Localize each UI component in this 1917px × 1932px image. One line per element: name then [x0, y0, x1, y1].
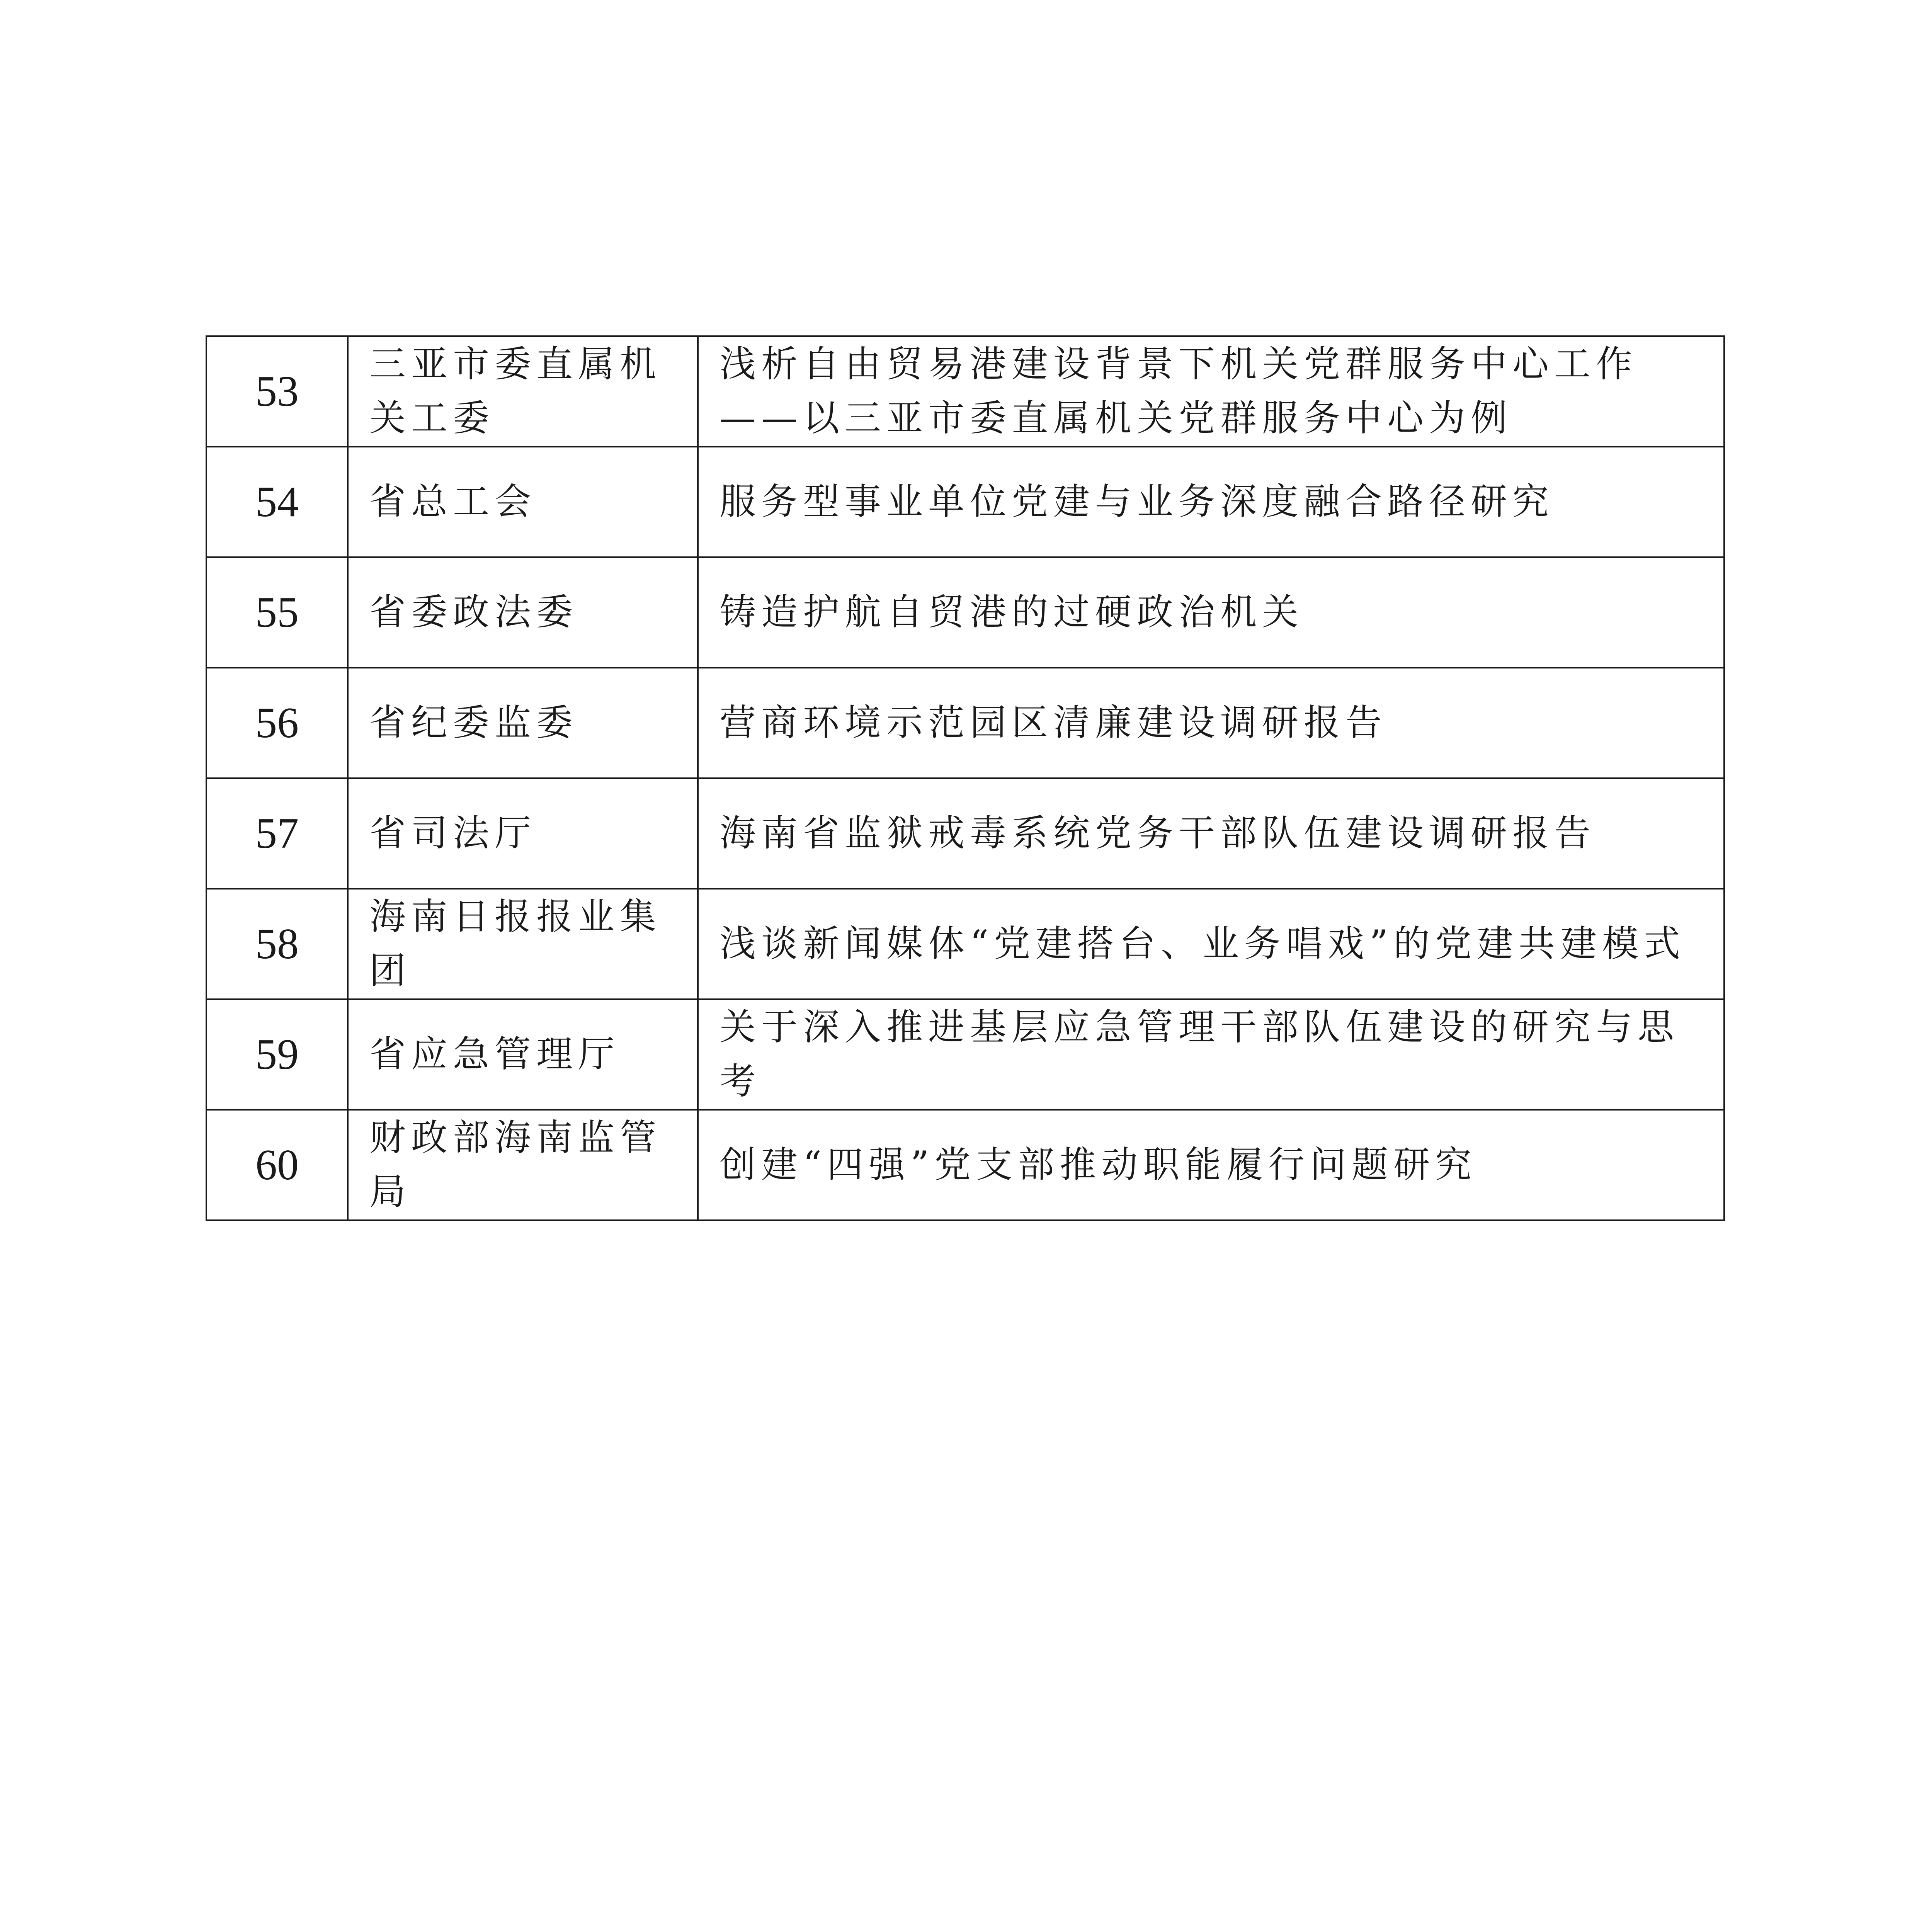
- row-unit: 省应急管理厅: [348, 999, 698, 1110]
- table-row: [206, 557, 1724, 668]
- row-title: 营商环境示范园区清廉建设调研报告: [698, 668, 1724, 778]
- row-number: 60: [206, 1110, 348, 1220]
- row-title: 关于深入推进基层应急管理干部队伍建设的研究与思考: [698, 999, 1724, 1110]
- project-list-table: [206, 335, 1725, 1221]
- row-unit: 三亚市委直属机关工委: [348, 336, 698, 447]
- row-unit: 省总工会: [348, 447, 698, 557]
- row-title: 浅谈新闻媒体“党建搭台、业务唱戏”的党建共建模式: [698, 889, 1724, 999]
- table-row: [206, 668, 1724, 778]
- row-unit: 财政部海南监管局: [348, 1110, 698, 1220]
- row-title: 创建“四强”党支部推动职能履行问题研究: [698, 1110, 1724, 1220]
- row-number: 55: [206, 557, 348, 668]
- row-number: 59: [206, 999, 348, 1110]
- row-number: 58: [206, 889, 348, 999]
- row-unit: 省纪委监委: [348, 668, 698, 778]
- row-number: 56: [206, 668, 348, 778]
- row-title: 铸造护航自贸港的过硬政治机关: [698, 557, 1724, 668]
- row-title: 海南省监狱戒毒系统党务干部队伍建设调研报告: [698, 778, 1724, 889]
- table-row: [206, 447, 1724, 557]
- table-row: [206, 999, 1724, 1110]
- row-number: 57: [206, 778, 348, 889]
- row-number: 53: [206, 336, 348, 447]
- table-row: [206, 336, 1724, 447]
- row-unit: 省司法厅: [348, 778, 698, 889]
- table-row: [206, 1110, 1724, 1220]
- table-row: [206, 889, 1724, 999]
- row-number: 54: [206, 447, 348, 557]
- table-row: [206, 778, 1724, 889]
- row-unit: 省委政法委: [348, 557, 698, 668]
- row-title: 浅析自由贸易港建设背景下机关党群服务中心工作——以三亚市委直属机关党群服务中心为例: [698, 336, 1724, 447]
- row-unit: 海南日报报业集团: [348, 889, 698, 999]
- row-title: 服务型事业单位党建与业务深度融合路径研究: [698, 447, 1724, 557]
